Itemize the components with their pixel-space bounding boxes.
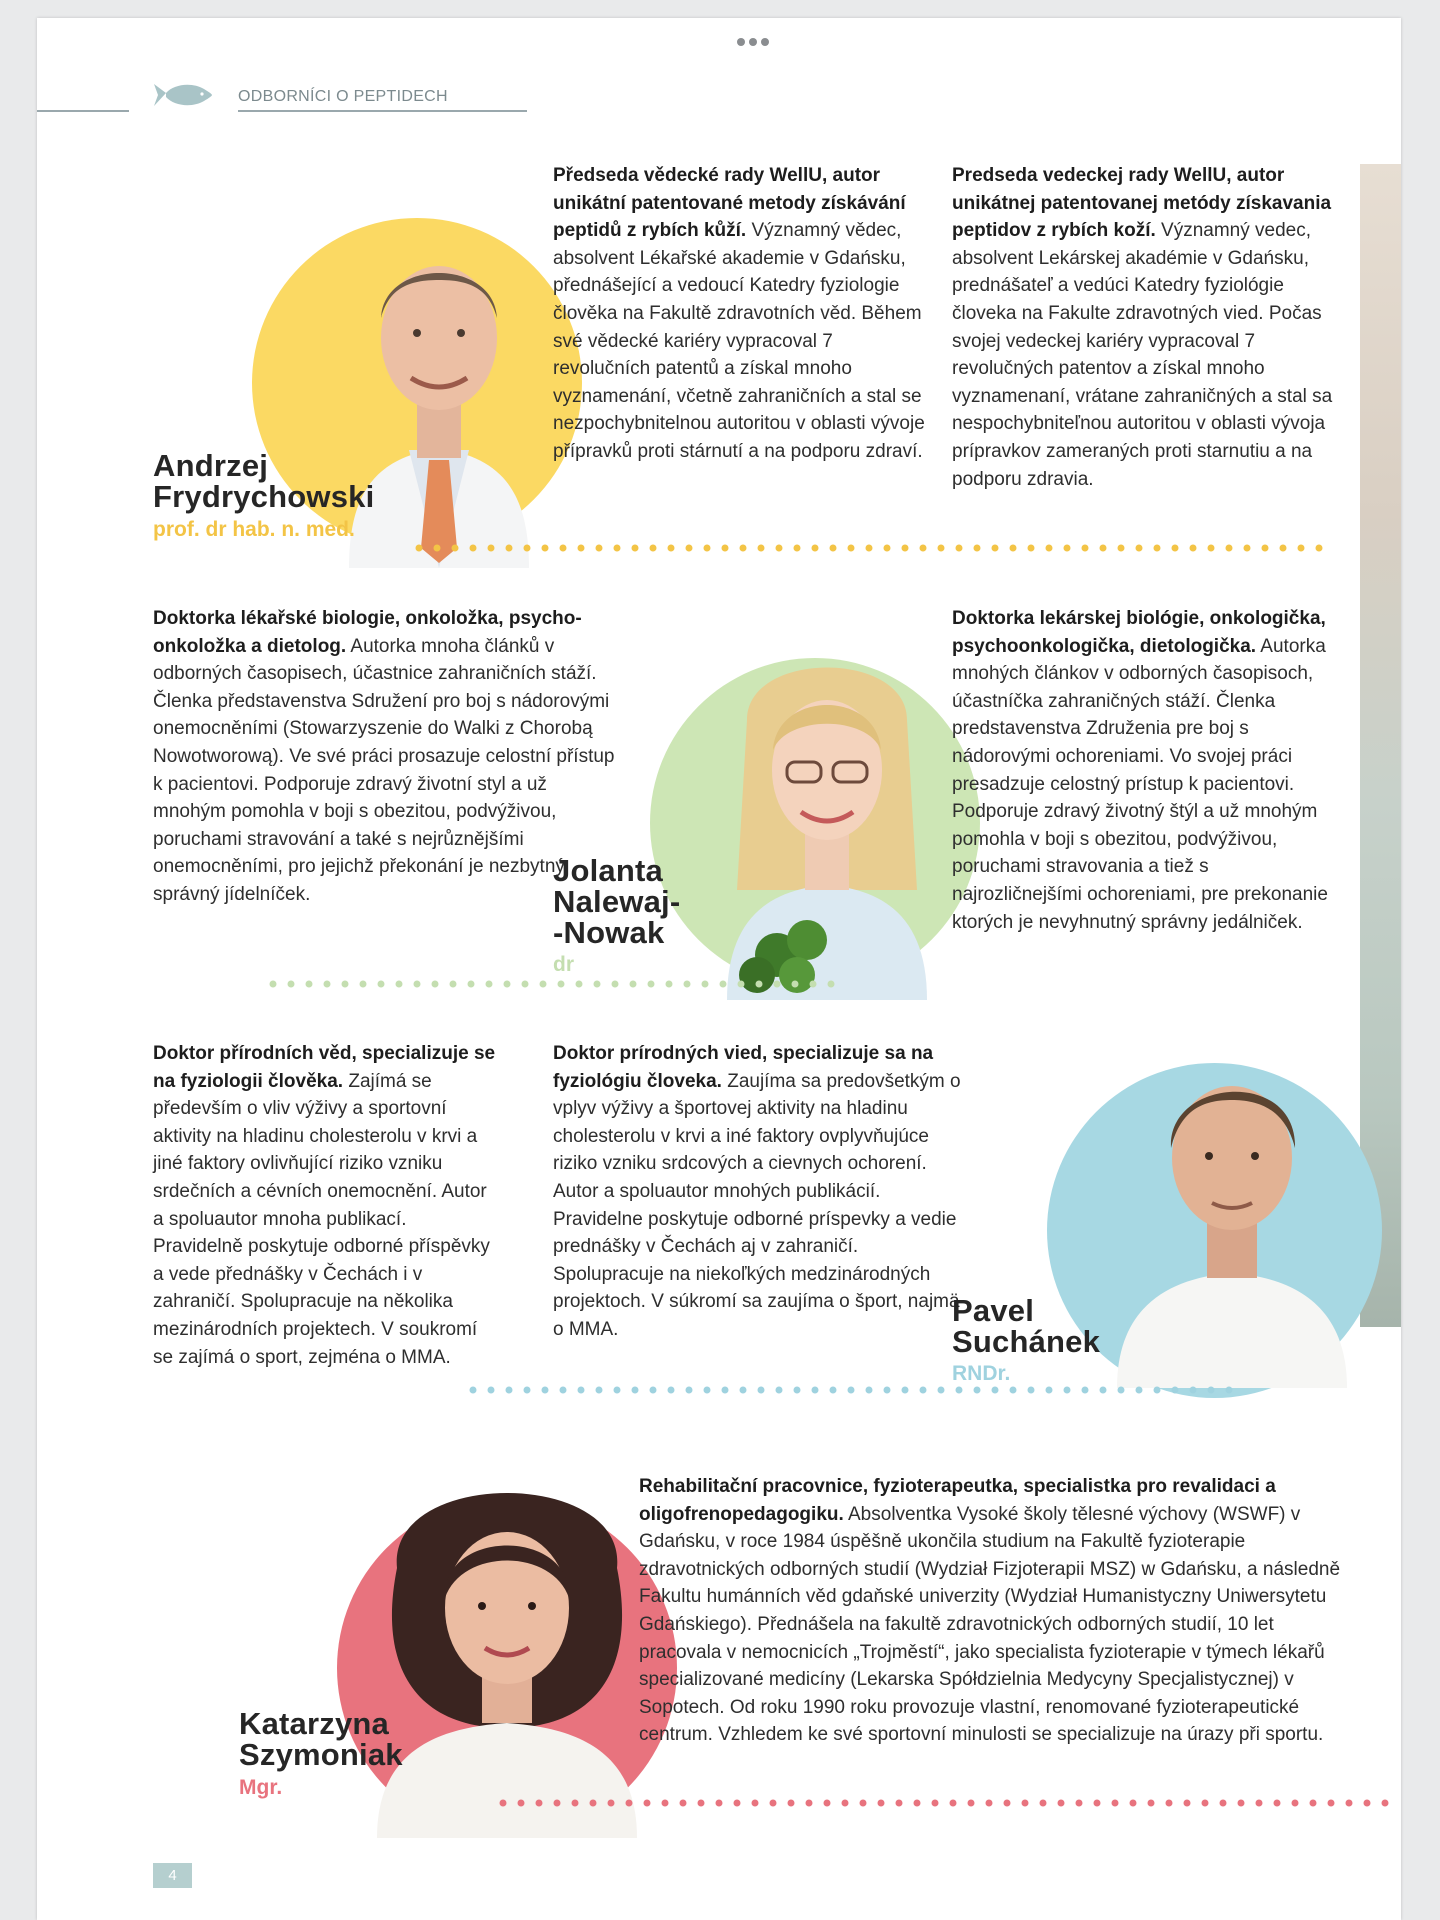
bio-cz: Rehabilitační pracovnice, fyzioterapeutka, specialistka pro revalidaci a oligofrenopedagogiku. Absolventka Vysoké školy tělesné výchovy (WSWF) v Gdańsku, v roce 1984 úspěšně ukončila studium na Fakultě fyzioterapie zdravotnických odborných studií (Wydział Fizjoterapii MSZ) w Gdańsku, a následně Fakultu humánních věd gdaňské univerzity (Wydział Humanistyczny Uniwersytetu Gdańskiego). Přednášela na fakultě zdravotnických odborných studií, 10 let pracovala v nemocnicích „Trojměstí“, jako specialista fyzioterapie v týmech lékařů specializované medicíny (Lekarska Spółdzielnia Medycyny Specjalistycznej) v Sopotech. Od roku 1990 roku provozuje vlastní, renomované fyzioterapeutické centrum. Vzhledem ke své sportovní minulosti se specializuje na úrazy při sportu.: [639, 1476, 1341, 1746]
bio-cz: Předseda vědecké rady WellU, autor unikátní patentované metody získávání peptidů z rybích kůží. Významný vědec, absolvent Lékařské akademie v Gdańsku, přednášející a vedoucí Katedry fyziologie člověka na Fakultě zdravotních věd. Během své vědecké kariéry vypracoval 7 revolučních patentů a získal mnoho vyznamenání, včetně zahraničních a stal se nezpochybnitelnou autoritou v oblasti vývoje přípravků proti stárnutí a na podporu zdraví.: [553, 165, 925, 462]
expert-name: Andrzej Frydrychowski: [153, 448, 375, 514]
expert-name: Katarzyna Szymoniak: [239, 1706, 403, 1772]
expert-degree: Mgr.: [239, 1776, 283, 1799]
header-rule: [238, 110, 527, 112]
portrait-katarzyna: [357, 1448, 657, 1838]
bio-sk: Doktor prírodných vied, specializuje sa na fyziológiu človeka. Zaujíma sa predovšetkým o vplyv výživy a športovej aktivity na hladinu cholesterolu v krvi a iné faktory ovplyvňujúce riziko vzniku srdcových a cievnych ochorení. Autor a spoluautor mnohých publikácií. Pravidelne poskytuje odborné príspevky a vedie prednášky v Čechách aj v zahraničí. Spolupracuje na niekoľkých medzinárodných projektoch. V súkromí sa zaujíma o šport, najmä o MMA.: [553, 1043, 961, 1340]
dotted-divider-pink: [499, 1799, 1399, 1807]
expert-degree: prof. dr hab. n. med.: [153, 518, 355, 541]
section-title: ODBORNÍCI O PEPTIDECH: [238, 88, 448, 105]
expert-name: Pavel Suchánek: [952, 1293, 1101, 1359]
expert-name: Jolanta Nalewaj- -Nowak: [553, 853, 681, 950]
bio-cz: Doktorka lékařské biologie, onkoložka, psycho-onkoložka a dietolog. Autorka mnoha článků v odborných časopisech, účastnice zahraničních stáží. Členka představenstva Sdružení pro boj s nádorovými onemocněními (Stowarzyszenie do Walki z Chorobą Nowotworową). Ve své práci prosazuje celostní přístup k pacientovi. Podporuje zdravý životní styl a už mnohým pomohla v boji s obezitou, podvýživou, poruchami stravování a také s nejrůznějšími onemocněními, pro jejichž překonání je nezbytný správný jídelníček.: [153, 608, 615, 905]
header-rule-left: [37, 110, 129, 112]
dotted-divider-blue: [469, 1386, 1249, 1394]
page-number: 4: [153, 1863, 192, 1888]
dotted-divider-yellow: [415, 544, 1335, 552]
dotted-divider-green: [269, 980, 845, 988]
drag-handle[interactable]: [737, 33, 777, 43]
bio-sk: Doktorka lekárskej biológie, onkologička, psychoonkologička, dietologička. Autorka mnohých článkov v odborných časopisoch, účastníčka zahraničných stáží. Členka predstavenstva Združenia pre boj s nádorovými ochoreniami. Vo svojej práci presadzuje celostný prístup k pacientovi. Podporuje zdravý životný štýl a už mnohým pomohla v boji s obezitou, podvýživou, poruchami stravovania a tiež s najrozličnejšími ochoreniami, pre prekonanie ktorých je nevyhnutný správny jedálniček.: [952, 608, 1328, 933]
fish-icon: [152, 80, 214, 110]
portrait-pavel: [1097, 1038, 1367, 1388]
bio-sk: Predseda vedeckej rady WellU, autor unikátnej patentovanej metódy získavania peptidov z rybích koží. Významný vedec, absolvent Lekárskej akadémie v Gdańsku, prednášateľ a vedúci Katedry fyziológie človeka na Fakulte zdravotných vied. Počas svojej vedeckej kariéry vypracoval 7 revolučných patentov a získal mnoho vyznamenaní, vrátane zahraničných a stal sa nespochybniteľnou autoritou v oblasti vývoja prípravkov zameraných proti starnutiu a na podporu zdravia.: [952, 165, 1333, 490]
expert-degree: RNDr.: [952, 1362, 1011, 1385]
magazine-page: [37, 18, 1401, 1920]
expert-degree: dr: [553, 953, 574, 976]
portrait-jolanta: [687, 630, 967, 1000]
bio-cz: Doktor přírodních věd, specializuje se na fyziologii člověka. Zajímá se především o vliv výživy a sportovní aktivity na hladinu cholesterolu v krvi a jiné faktory ovlivňující riziko vzniku srdečních a cévních onemocnění. Autor a spoluautor mnoha publikací. Pravidelně poskytuje odborné příspěvky a vede přednášky v Čechách i v zahraničí. Spolupracuje na několika mezinárodních projektech. V soukromí se zajímá o sport, zejména o MMA.: [153, 1043, 496, 1368]
